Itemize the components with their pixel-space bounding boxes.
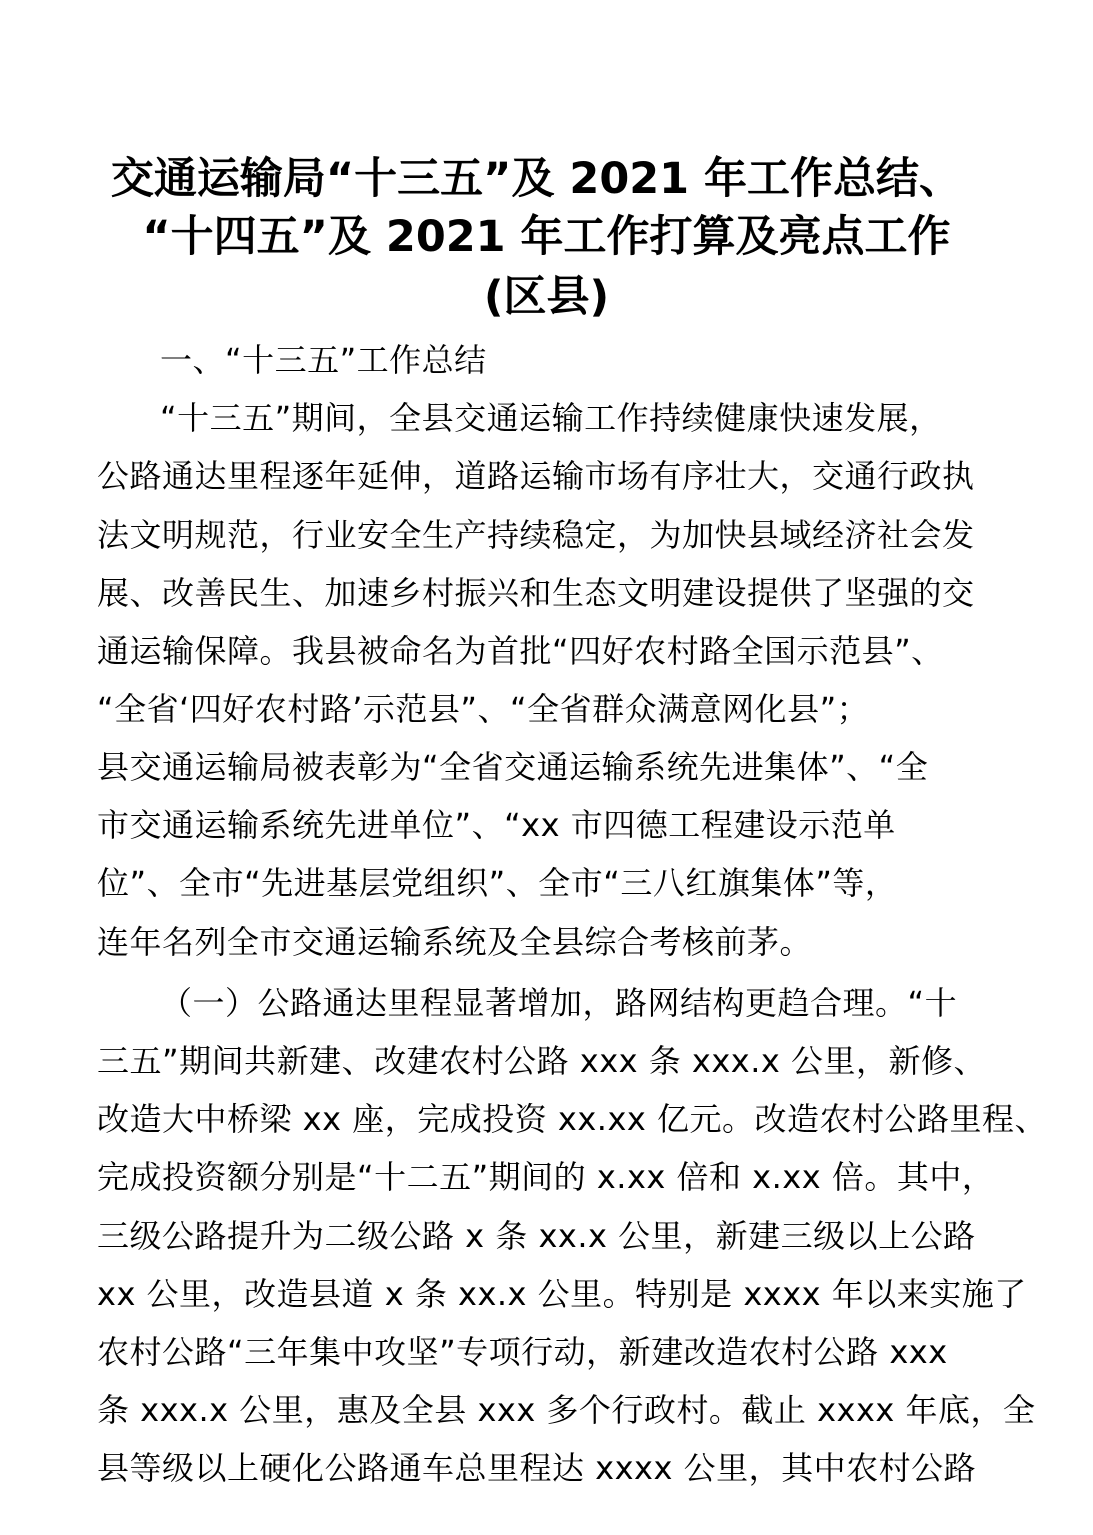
paragraph-2-line-8: 条 xxx.x 公里，惠及全县 xxx 多个行政村。截止 xxxx 年底，全 (97, 1391, 1036, 1429)
paragraph-2-line-1: （一）公路通达里程显著增加，路网结构更趋合理。“十 (160, 984, 958, 1022)
paragraph-1-line-6: “全省‘四好农村路’示范县”、“全省群众满意网化县”； (97, 690, 870, 728)
paragraph-2-line-2: 三五”期间共新建、改建农村公路 xxx 条 xxx.x 公里，新修、 (97, 1042, 987, 1080)
paragraph-1-line-1: “十三五”期间，全县交通运输工作持续健康快速发展， (160, 399, 942, 437)
document-title-line-1: 交通运输局“十三五”及 2021 年工作总结、 (110, 154, 963, 204)
paragraph-1-line-9: 位”、全市“先进基层党组织”、全市“三八红旗集体”等， (97, 864, 898, 902)
paragraph-1-line-4: 展、改善民生、加速乡村振兴和生态文明建设提供了坚强的交 (97, 574, 975, 612)
paragraph-2-line-5: 三级公路提升为二级公路 x 条 xx.x 公里，新建三级以上公路 (97, 1217, 976, 1255)
paragraph-2-line-6: xx 公里，改造县道 x 条 xx.x 公里。特别是 xxxx 年以来实施了 (97, 1275, 1027, 1313)
paragraph-2-line-4: 完成投资额分别是“十二五”期间的 x.xx 倍和 x.xx 倍。其中， (97, 1158, 995, 1196)
document-title-line-2: “十四五”及 2021 年工作打算及亮点工作 (142, 212, 951, 262)
document-title-line-3: (区县) (483, 272, 610, 322)
paragraph-1-line-8: 市交通运输系统先进单位”、“xx 市四德工程建设示范单 (97, 806, 896, 844)
paragraph-1-line-7: 县交通运输局被表彰为“全省交通运输系统先进集体”、“全 (97, 748, 929, 786)
paragraph-1-line-5: 通运输保障。我县被命名为首批“四好农村路全国示范县”、 (97, 632, 944, 670)
paragraph-1-line-3: 法文明规范，行业安全生产持续稳定，为加快县域经济社会发 (97, 516, 975, 554)
paragraph-1-line-2: 公路通达里程逐年延伸，道路运输市场有序壮大，交通行政执 (97, 457, 975, 495)
paragraph-2-line-9: 县等级以上硬化公路通车总里程达 xxxx 公里，其中农村公路 (97, 1449, 977, 1487)
paragraph-2-line-7: 农村公路“三年集中攻坚”专项行动，新建改造农村公路 xxx (97, 1333, 948, 1371)
paragraph-1-line-10: 连年名列全市交通运输系统及全县综合考核前茅。 (97, 923, 813, 961)
paragraph-2-line-3: 改造大中桥梁 xx 座，完成投资 xx.xx 亿元。改造农村公路里程、 (97, 1100, 1047, 1138)
section-heading: 一、“十三五”工作总结 (160, 341, 487, 379)
